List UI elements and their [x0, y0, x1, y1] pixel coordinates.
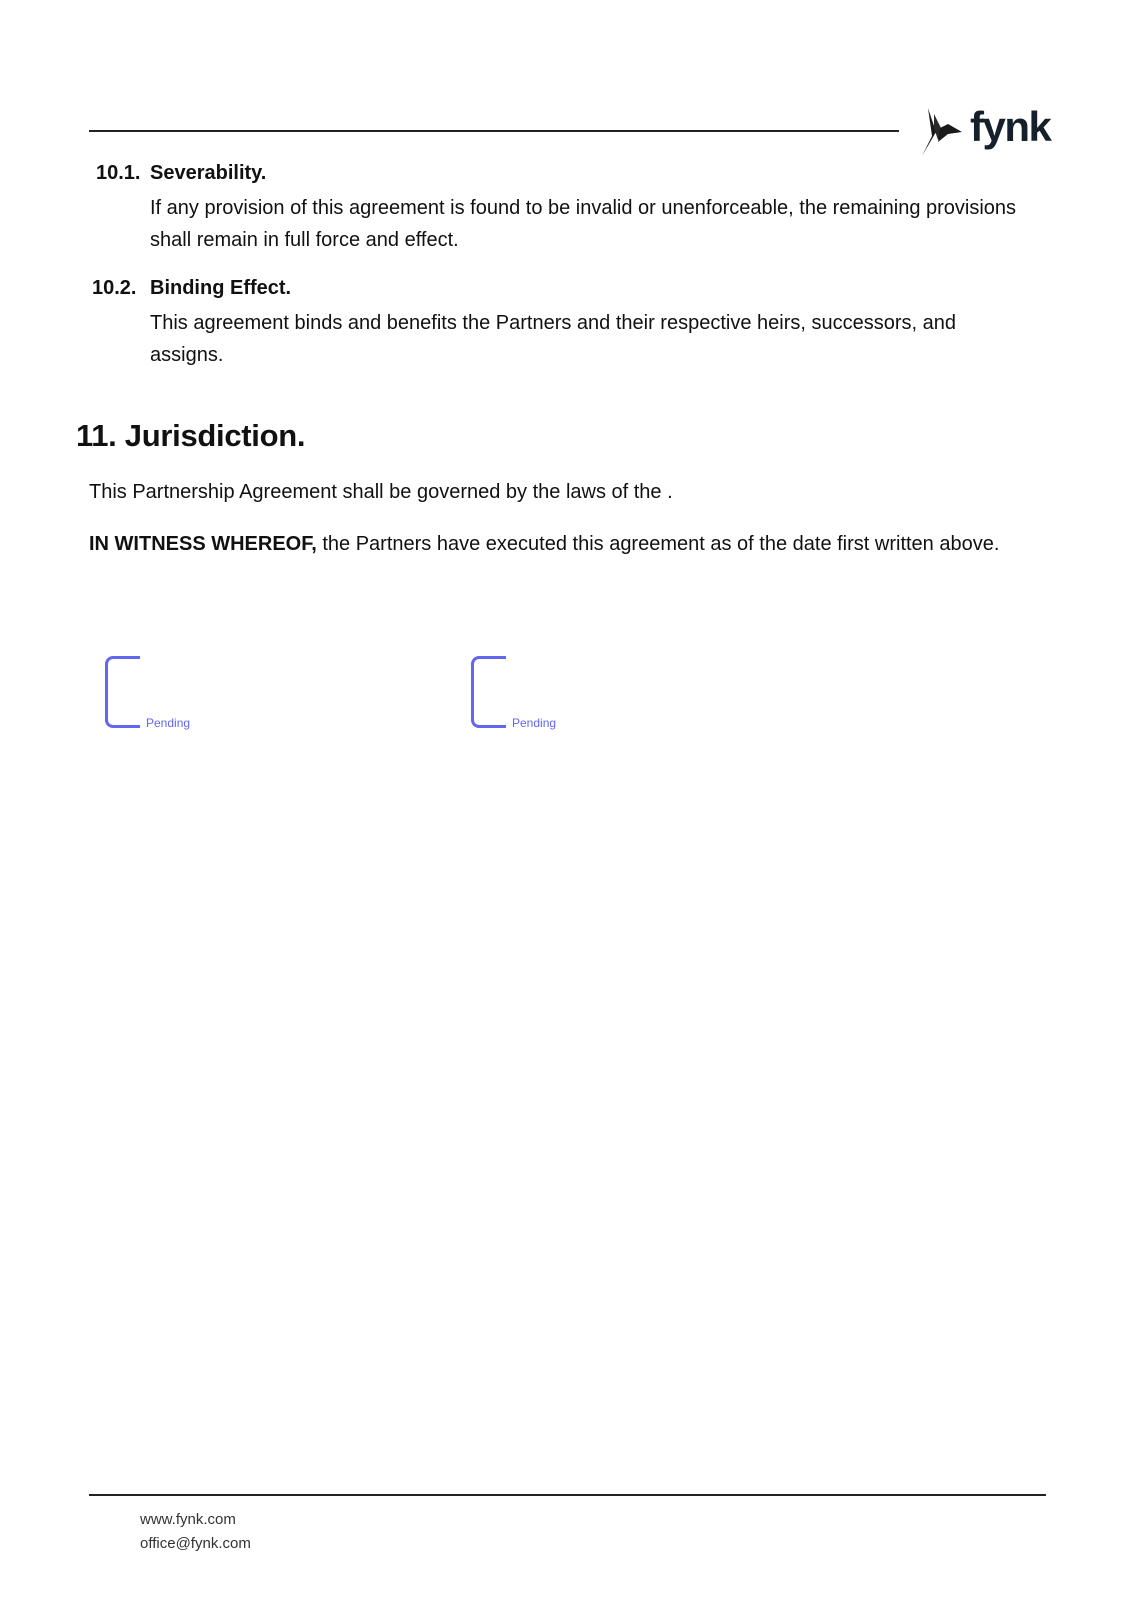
section-title: Severability.	[150, 162, 267, 184]
footer-rule	[89, 1494, 1046, 1496]
footer-email[interactable]: office@fynk.com	[140, 1535, 251, 1552]
logo-wordmark: fynk	[970, 103, 1051, 150]
signature-bracket	[105, 656, 140, 728]
section-number: 10.1.	[96, 162, 141, 184]
section-body: This agreement binds and benefits the Partners and their respective heirs, successors, and assigns.	[150, 312, 956, 366]
section-number: 10.2.	[92, 277, 137, 299]
signature-field[interactable]	[105, 656, 265, 736]
fynk-logo	[918, 104, 1054, 160]
header-rule	[89, 130, 899, 132]
signature-bracket	[471, 656, 506, 728]
witness-paragraph	[89, 528, 1019, 560]
section-title: Binding Effect.	[150, 277, 292, 299]
section-body: If any provision of this agreement is found to be invalid or unenforceable, the remaining provisions shall remain in full force and effect.	[150, 197, 1017, 251]
signature-status: Pending	[146, 716, 191, 730]
section-heading: 11. Jurisdiction.	[76, 418, 306, 453]
footer-website[interactable]: www.fynk.com	[140, 1511, 236, 1528]
signature-field[interactable]	[471, 656, 631, 736]
signature-status: Pending	[512, 716, 557, 730]
jurisdiction-paragraph: This Partnership Agreement shall be governed by the laws of the .	[89, 481, 673, 503]
witness-text: the Partners have executed this agreement as of the date first written above.	[316, 533, 1000, 555]
bird-origami-icon	[918, 106, 964, 158]
witness-lead: IN WITNESS WHEREOF,	[89, 533, 317, 555]
